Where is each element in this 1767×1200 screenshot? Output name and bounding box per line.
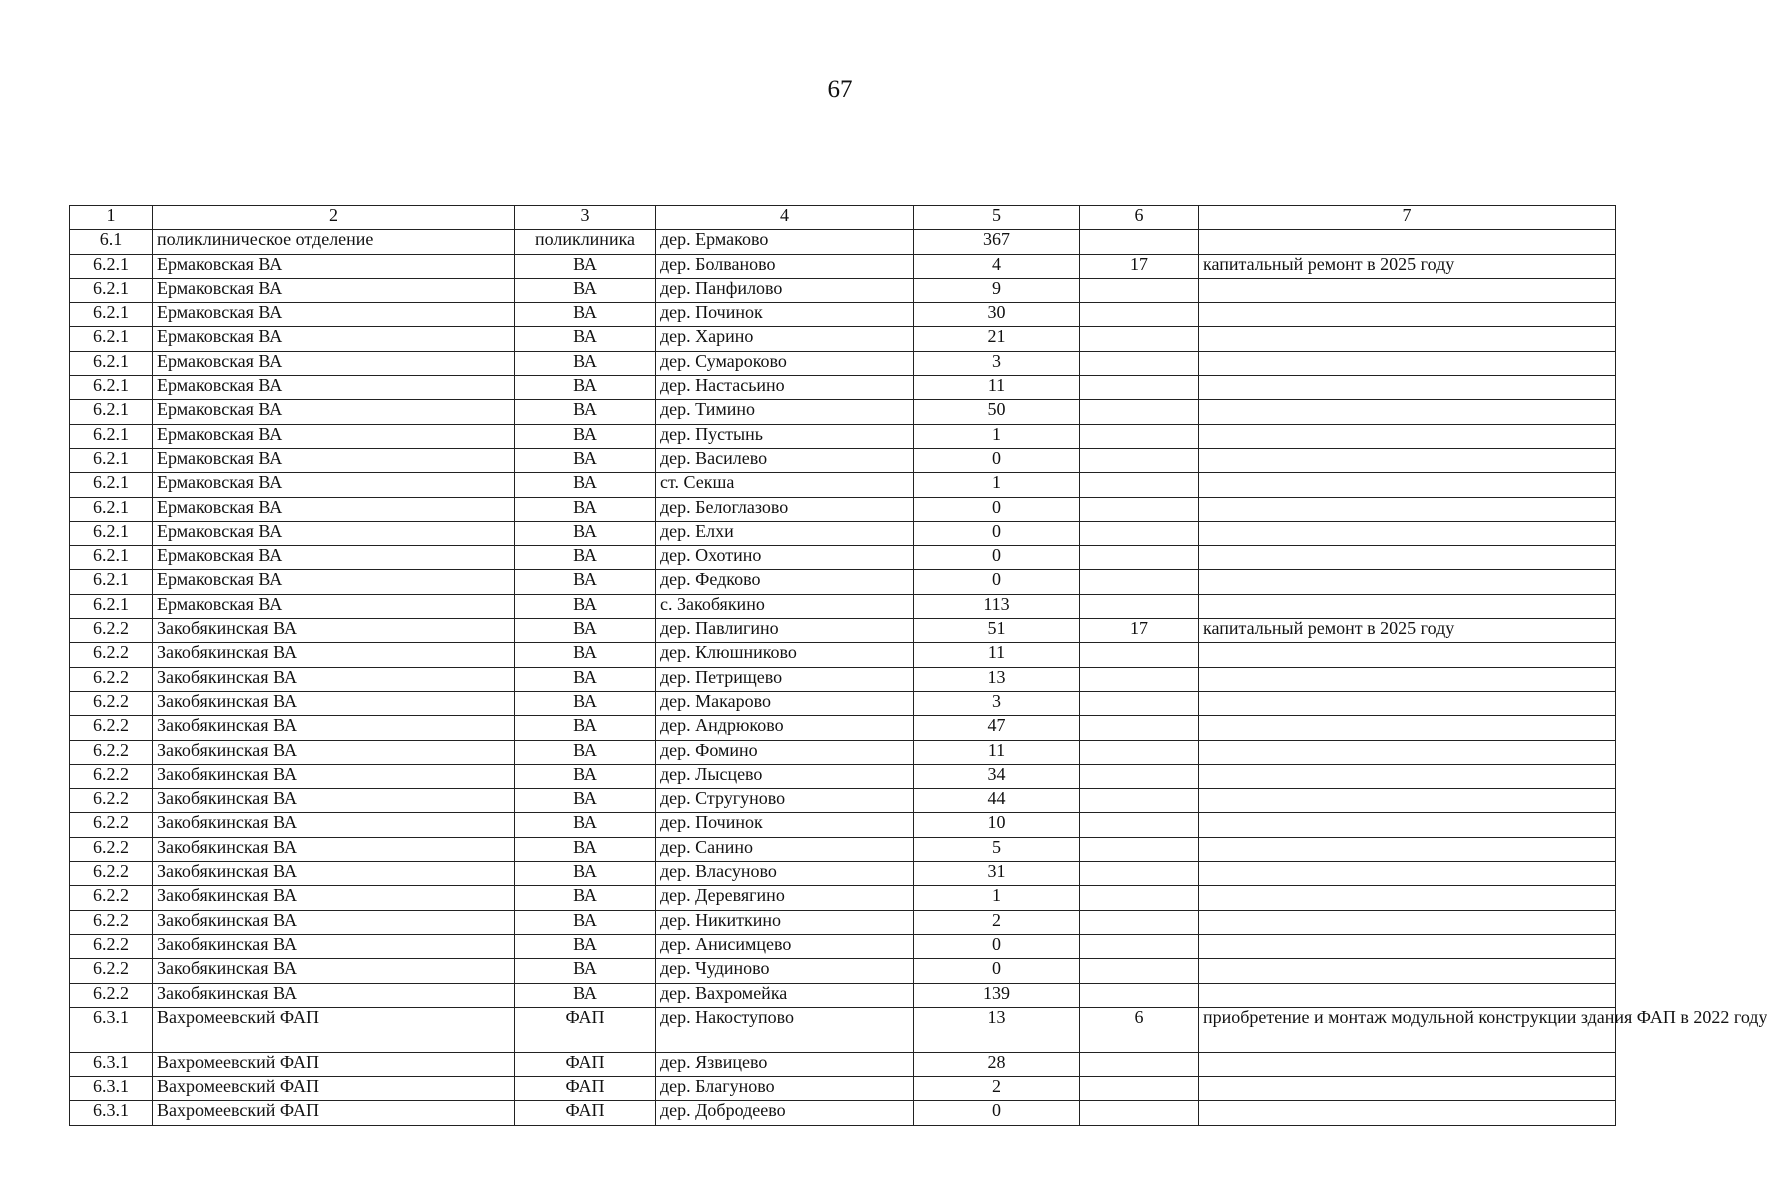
cell-row-number: 6.2.2 [70,764,153,788]
cell-row-number: 6.3.1 [70,1052,153,1076]
cell-population: 31 [914,862,1080,886]
table-row [70,667,1616,691]
cell-settlement: дер. Петрищево [656,667,914,691]
cell-row-number: 6.2.1 [70,546,153,570]
cell-settlement: дер. Настасьино [656,376,914,400]
cell-settlement: дер. Анисимцево [656,934,914,958]
table-row [70,716,1616,740]
cell-row-number: 6.2.1 [70,570,153,594]
cell-facility-name: Ермаковская ВА [153,448,515,472]
cell-facility-name: Закобякинская ВА [153,910,515,934]
cell-facility-type: ВА [515,619,656,643]
cell-facility-type: ВА [515,400,656,424]
cell-note [1199,910,1616,934]
data-table [69,205,1767,1126]
cell-distance [1080,983,1199,1007]
cell-facility-type: ВА [515,497,656,521]
cell-row-number: 6.2.1 [70,254,153,278]
cell-distance [1080,570,1199,594]
cell-distance: 6 [1080,1007,1199,1052]
table-row [70,497,1616,521]
cell-facility-type: ВА [515,521,656,545]
cell-settlement: дер. Починок [656,303,914,327]
cell-distance [1080,910,1199,934]
cell-distance [1080,497,1199,521]
cell-row-number: 6.2.1 [70,376,153,400]
cell-facility-name: Вахромеевский ФАП [153,1101,515,1125]
cell-settlement: дер. Санино [656,837,914,861]
cell-row-number: 6.2.1 [70,473,153,497]
table-row [70,546,1616,570]
table-row [70,1007,1616,1052]
cell-facility-name: поликлиническое отделение [153,230,515,254]
cell-row-number: 6.2.1 [70,278,153,302]
cell-distance [1080,691,1199,715]
cell-facility-type: ВА [515,424,656,448]
table-row [70,837,1616,861]
cell-note [1199,862,1616,886]
cell-facility-type: ВА [515,351,656,375]
cell-note [1199,521,1616,545]
table-row [70,983,1616,1007]
cell-note [1199,764,1616,788]
cell-facility-name: Вахромеевский ФАП [153,1007,515,1052]
cell-distance: 17 [1080,619,1199,643]
table-row [70,448,1616,472]
cell-row-number: 6.2.2 [70,789,153,813]
cell-facility-type: ВА [515,303,656,327]
cell-note [1199,473,1616,497]
cell-facility-name: Закобякинская ВА [153,983,515,1007]
cell-row-number: 6.2.2 [70,740,153,764]
cell-facility-name: Ермаковская ВА [153,424,515,448]
cell-facility-type: ВА [515,789,656,813]
cell-row-number: 6.2.2 [70,983,153,1007]
cell-population: 10 [914,813,1080,837]
cell-population: 11 [914,376,1080,400]
cell-row-number: 6.2.1 [70,303,153,327]
cell-facility-name: Закобякинская ВА [153,740,515,764]
cell-distance [1080,448,1199,472]
table-row [70,862,1616,886]
cell-settlement: дер. Ермаково [656,230,914,254]
cell-facility-name: Закобякинская ВА [153,691,515,715]
cell-population: 1 [914,473,1080,497]
column-header-7: 7 [1199,206,1616,230]
cell-settlement: дер. Елхи [656,521,914,545]
cell-settlement: дер. Стругуново [656,789,914,813]
cell-facility-name: Ермаковская ВА [153,327,515,351]
table-row [70,327,1616,351]
cell-row-number: 6.2.2 [70,837,153,861]
cell-facility-type: ВА [515,813,656,837]
cell-distance [1080,716,1199,740]
cell-note [1199,351,1616,375]
cell-note [1199,303,1616,327]
cell-distance [1080,1101,1199,1125]
cell-population: 4 [914,254,1080,278]
cell-facility-name: Ермаковская ВА [153,546,515,570]
table-row [70,619,1616,643]
cell-population: 44 [914,789,1080,813]
table-row [70,473,1616,497]
cell-facility-name: Закобякинская ВА [153,619,515,643]
cell-row-number: 6.2.2 [70,716,153,740]
cell-facility-type: ВА [515,983,656,1007]
cell-settlement: с. Закобякино [656,594,914,618]
cell-facility-type: ВА [515,934,656,958]
cell-note [1199,546,1616,570]
cell-distance [1080,521,1199,545]
cell-population: 0 [914,934,1080,958]
cell-facility-name: Закобякинская ВА [153,886,515,910]
cell-facility-type: ВА [515,327,656,351]
table-row [70,886,1616,910]
cell-note [1199,1077,1616,1101]
cell-facility-type: ФАП [515,1052,656,1076]
cell-distance [1080,1077,1199,1101]
cell-settlement: дер. Благуново [656,1077,914,1101]
table-row [70,303,1616,327]
table-row [70,643,1616,667]
cell-facility-name: Закобякинская ВА [153,764,515,788]
cell-distance [1080,473,1199,497]
cell-facility-type: ВА [515,376,656,400]
cell-row-number: 6.2.1 [70,424,153,448]
header-row [70,206,1616,230]
cell-population: 47 [914,716,1080,740]
cell-distance [1080,813,1199,837]
cell-note [1199,1052,1616,1076]
table-row [70,254,1616,278]
cell-row-number: 6.3.1 [70,1007,153,1052]
cell-note [1199,400,1616,424]
cell-facility-type: ВА [515,570,656,594]
cell-settlement: дер. Починок [656,813,914,837]
cell-note [1199,983,1616,1007]
cell-settlement: дер. Федково [656,570,914,594]
cell-facility-type: ФАП [515,1101,656,1125]
cell-settlement: дер. Тимино [656,400,914,424]
cell-population: 13 [914,1007,1080,1052]
cell-settlement: дер. Макарово [656,691,914,715]
column-header-5: 5 [914,206,1080,230]
cell-settlement: дер. Добродеево [656,1101,914,1125]
cell-population: 13 [914,667,1080,691]
column-header-3: 3 [515,206,656,230]
cell-distance [1080,400,1199,424]
cell-note [1199,813,1616,837]
cell-note [1199,643,1616,667]
table-row [70,570,1616,594]
cell-row-number: 6.2.2 [70,886,153,910]
cell-settlement: дер. Фомино [656,740,914,764]
cell-settlement: дер. Белоглазово [656,497,914,521]
cell-note [1199,278,1616,302]
column-header-6: 6 [1080,206,1199,230]
cell-population: 30 [914,303,1080,327]
cell-facility-name: Закобякинская ВА [153,667,515,691]
table-row [70,521,1616,545]
cell-settlement: дер. Пустынь [656,424,914,448]
cell-facility-type: ВА [515,691,656,715]
cell-facility-type: ВА [515,473,656,497]
cell-facility-type: ВА [515,764,656,788]
cell-facility-type: ФАП [515,1077,656,1101]
cell-distance [1080,643,1199,667]
cell-note: приобретение и монтаж модульной конструкции здания ФАП в 2022 году [1199,1007,1616,1052]
column-header-4: 4 [656,206,914,230]
cell-distance [1080,1052,1199,1076]
cell-distance [1080,546,1199,570]
cell-population: 3 [914,691,1080,715]
cell-population: 1 [914,424,1080,448]
cell-population: 2 [914,1077,1080,1101]
cell-population: 139 [914,983,1080,1007]
cell-note [1199,959,1616,983]
cell-population: 5 [914,837,1080,861]
table-row [70,740,1616,764]
cell-distance [1080,303,1199,327]
cell-note [1199,789,1616,813]
cell-note: капитальный ремонт в 2025 году [1199,619,1616,643]
cell-settlement: дер. Клюшниково [656,643,914,667]
cell-note [1199,424,1616,448]
cell-population: 2 [914,910,1080,934]
cell-facility-type: ВА [515,643,656,667]
table-row [70,813,1616,837]
cell-facility-type: ВА [515,886,656,910]
cell-row-number: 6.2.1 [70,448,153,472]
cell-facility-name: Ермаковская ВА [153,351,515,375]
cell-settlement: дер. Охотино [656,546,914,570]
cell-distance [1080,886,1199,910]
cell-facility-name: Ермаковская ВА [153,497,515,521]
table-row [70,278,1616,302]
cell-population: 0 [914,521,1080,545]
cell-row-number: 6.2.1 [70,400,153,424]
cell-population: 34 [914,764,1080,788]
cell-note [1199,837,1616,861]
cell-note [1199,327,1616,351]
cell-population: 11 [914,740,1080,764]
cell-facility-name: Закобякинская ВА [153,789,515,813]
cell-settlement: дер. Василево [656,448,914,472]
cell-facility-type: ВА [515,959,656,983]
cell-facility-type: ВА [515,740,656,764]
cell-row-number: 6.1 [70,230,153,254]
cell-row-number: 6.2.2 [70,813,153,837]
cell-population: 3 [914,351,1080,375]
cell-population: 0 [914,546,1080,570]
cell-note: капитальный ремонт в 2025 году [1199,254,1616,278]
table-body [70,229,1767,1125]
cell-population: 0 [914,570,1080,594]
cell-population: 50 [914,400,1080,424]
cell-facility-type: ВА [515,546,656,570]
cell-distance [1080,278,1199,302]
cell-distance [1080,740,1199,764]
cell-facility-name: Ермаковская ВА [153,473,515,497]
cell-facility-type: ВА [515,254,656,278]
table-row [70,376,1616,400]
column-header-1: 1 [70,206,153,230]
cell-facility-type: ВА [515,910,656,934]
cell-facility-name: Закобякинская ВА [153,716,515,740]
cell-population: 113 [914,594,1080,618]
cell-population: 28 [914,1052,1080,1076]
cell-distance [1080,862,1199,886]
cell-distance [1080,764,1199,788]
table-row [70,959,1616,983]
cell-facility-name: Ермаковская ВА [153,521,515,545]
cell-facility-type: ВА [515,837,656,861]
cell-facility-name: Закобякинская ВА [153,837,515,861]
cell-settlement: дер. Деревягино [656,886,914,910]
cell-distance [1080,934,1199,958]
cell-note [1199,934,1616,958]
cell-facility-type: ВА [515,594,656,618]
cell-facility-name: Закобякинская ВА [153,813,515,837]
cell-note [1199,691,1616,715]
cell-note [1199,667,1616,691]
table-row [70,910,1616,934]
cell-facility-name: Ермаковская ВА [153,303,515,327]
cell-note [1199,594,1616,618]
cell-facility-type: ВА [515,667,656,691]
cell-population: 0 [914,497,1080,521]
table-row [70,1101,1616,1125]
cell-facility-name: Закобякинская ВА [153,862,515,886]
cell-note [1199,1101,1616,1125]
cell-facility-name: Вахромеевский ФАП [153,1052,515,1076]
cell-settlement: дер. Язвицево [656,1052,914,1076]
cell-note [1199,716,1616,740]
table-row [70,691,1616,715]
cell-distance: 17 [1080,254,1199,278]
cell-settlement: дер. Власуново [656,862,914,886]
cell-distance [1080,424,1199,448]
cell-facility-name: Ермаковская ВА [153,254,515,278]
table-row [70,400,1616,424]
cell-population: 0 [914,1101,1080,1125]
cell-row-number: 6.2.1 [70,497,153,521]
cell-settlement: дер. Болваново [656,254,914,278]
cell-facility-type: ВА [515,716,656,740]
cell-note [1199,740,1616,764]
table-row [70,789,1616,813]
cell-row-number: 6.2.2 [70,643,153,667]
cell-row-number: 6.2.1 [70,594,153,618]
cell-note [1199,497,1616,521]
cell-row-number: 6.2.1 [70,351,153,375]
cell-row-number: 6.2.2 [70,691,153,715]
cell-distance [1080,959,1199,983]
table-row [70,424,1616,448]
cell-facility-type: ВА [515,278,656,302]
cell-settlement: ст. Секша [656,473,914,497]
cell-facility-type: ВА [515,862,656,886]
cell-row-number: 6.2.1 [70,521,153,545]
table-row [70,594,1616,618]
cell-population: 51 [914,619,1080,643]
cell-row-number: 6.3.1 [70,1101,153,1125]
cell-facility-name: Ермаковская ВА [153,594,515,618]
cell-row-number: 6.2.2 [70,959,153,983]
page-number: 67 [827,76,853,103]
cell-row-number: 6.2.2 [70,862,153,886]
cell-settlement: дер. Харино [656,327,914,351]
cell-settlement: дер. Павлигино [656,619,914,643]
cell-note [1199,570,1616,594]
table-row [70,230,1616,254]
cell-row-number: 6.3.1 [70,1077,153,1101]
cell-distance [1080,376,1199,400]
table-row [70,351,1616,375]
cell-distance [1080,667,1199,691]
cell-settlement: дер. Сумароково [656,351,914,375]
cell-population: 21 [914,327,1080,351]
cell-note [1199,448,1616,472]
cell-row-number: 6.2.2 [70,910,153,934]
cell-settlement: дер. Накоступово [656,1007,914,1052]
cell-distance [1080,837,1199,861]
cell-note [1199,230,1616,254]
cell-facility-type: ВА [515,448,656,472]
cell-population: 367 [914,230,1080,254]
cell-population: 1 [914,886,1080,910]
cell-population: 9 [914,278,1080,302]
cell-distance [1080,351,1199,375]
cell-row-number: 6.2.2 [70,934,153,958]
cell-facility-name: Ермаковская ВА [153,278,515,302]
cell-settlement: дер. Лысцево [656,764,914,788]
column-header-2: 2 [153,206,515,230]
cell-facility-type: поликлиника [515,230,656,254]
cell-distance [1080,789,1199,813]
cell-settlement: дер. Никиткино [656,910,914,934]
cell-facility-name: Закобякинская ВА [153,643,515,667]
cell-settlement: дер. Чудиново [656,959,914,983]
table-row [70,1052,1616,1076]
cell-population: 11 [914,643,1080,667]
cell-distance [1080,594,1199,618]
cell-row-number: 6.2.1 [70,327,153,351]
cell-settlement: дер. Панфилово [656,278,914,302]
cell-note [1199,376,1616,400]
cell-settlement: дер. Андрюково [656,716,914,740]
cell-facility-name: Ермаковская ВА [153,570,515,594]
cell-facility-name: Ермаковская ВА [153,376,515,400]
cell-facility-name: Закобякинская ВА [153,934,515,958]
cell-row-number: 6.2.2 [70,619,153,643]
cell-facility-name: Вахромеевский ФАП [153,1077,515,1101]
table-row [70,1077,1616,1101]
cell-population: 0 [914,959,1080,983]
table-row [70,764,1616,788]
cell-settlement: дер. Вахромейка [656,983,914,1007]
table-row [70,934,1616,958]
cell-facility-type: ФАП [515,1007,656,1052]
cell-row-number: 6.2.2 [70,667,153,691]
cell-population: 0 [914,448,1080,472]
cell-distance [1080,230,1199,254]
cell-facility-name: Ермаковская ВА [153,400,515,424]
cell-distance [1080,327,1199,351]
cell-facility-name: Закобякинская ВА [153,959,515,983]
cell-note [1199,886,1616,910]
